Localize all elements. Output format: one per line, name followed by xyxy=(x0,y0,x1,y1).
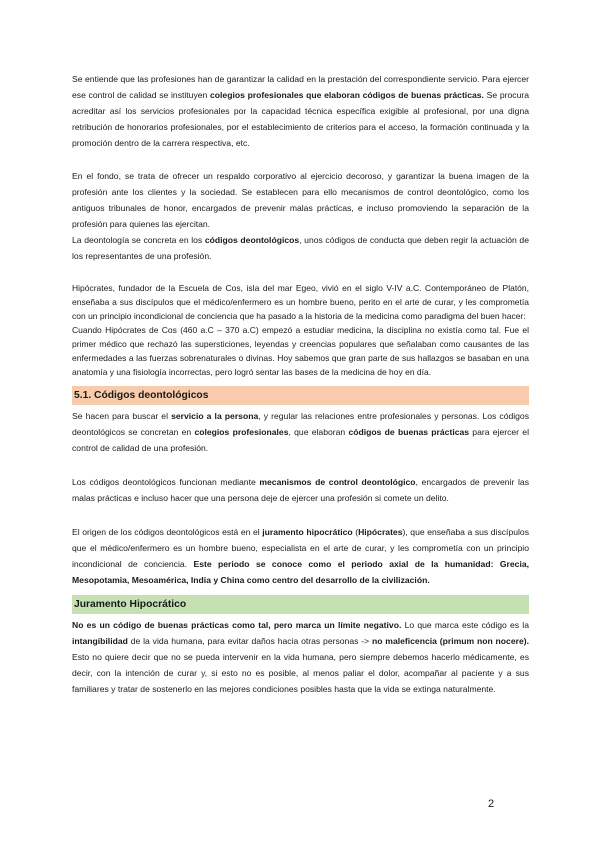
bold-text: No es un código de buenas prácticas como tal, pero marca un límite negativo. xyxy=(72,620,402,630)
bold-text: códigos de buenas prácticas xyxy=(348,427,470,437)
text-run: El origen de los códigos deontológicos está en el xyxy=(72,527,263,537)
bold-text: códigos deontológicos xyxy=(204,235,300,245)
text-run: para ejercer el control de calidad de una profesión. xyxy=(72,427,529,453)
text-run: , unos códigos de conducta que deben regir la actuación de los representantes de una profesión. xyxy=(72,235,529,261)
paragraph-hipocrates xyxy=(72,281,529,323)
paragraph-hipocrates-cos xyxy=(72,323,529,379)
text-run: La deontología se concreta en los xyxy=(72,235,205,245)
bold-text: no maleficencia (primum non nocere). xyxy=(371,636,529,646)
bold-text: servicio a la persona xyxy=(171,411,259,421)
text-run: En el fondo, se trata de ofrecer un respaldo corporativo al ejercicio decoroso, y garantizar la buena imagen de la profesión ante los clientes y la sociedad. Se establecen para ello mecanismos de control deontológico, como los antiguos tribunales de honor, encargados de prevenir malas prácticas, e incluso promoviendo la separación de la profesión para quienes las ejercitan. xyxy=(72,171,529,229)
paragraph-servicio xyxy=(72,408,529,456)
bold-text: colegios profesionales xyxy=(194,427,289,437)
text-run: , y regular las relaciones entre profesionales y personas. Los códigos deontológicos se concretan en xyxy=(72,411,530,437)
paragraph-deontologia xyxy=(72,232,529,264)
text-run: Se entiende que las profesiones han de garantizar la calidad en la prestación del correspondiente servicio. Para ejercer ese control de calidad se instituyen xyxy=(72,74,529,100)
bold-text: Este periodo se conoce como el periodo axial de la humanidad: Grecia, Mesopotamia, Mesoamérica, India y China como centro del desarrollo de la civilización. xyxy=(72,559,529,585)
page-number: 2 xyxy=(488,798,495,810)
text-run: Lo que marca este código es la xyxy=(401,620,529,630)
text-run: ), que enseñaba a sus discípulos que el médico/enfermero es un hombre bueno, especialista en el arte de curar, y les comprometía con un principio incondicional de conciencia. xyxy=(72,527,529,569)
text-run: Cuando Hipócrates de Cos (460 a.C – 370 a.C) empezó a estudiar medicina, la disciplina no existía como tal. Fue el primer médico que rechazó las supersticiones, leyendas y creencias populares que señalaban como causantes de las enfermedades a las fuerzas sobrenaturales o divinas. Hoy sabemos que gran parte de sus hallazgos se basaban en una anatomía y una fisiología incorrectas, pero logró sentar las bases de la medicina de hoy en día. xyxy=(72,325,529,377)
document-body xyxy=(72,71,529,697)
text-run: , que elaboran xyxy=(288,427,349,437)
bold-text: mecanismos de control deontológico xyxy=(259,477,416,487)
section-heading-codigos: 5.1. Códigos deontológicos xyxy=(72,386,529,405)
text-run: Esto no quiere decir que no se pueda intervenir en la vida humana, pero siempre debemos hacerlo médicamente, es decir, con la intención de curar y, si esto no es posible, al menos paliar el dolor, acompañar al paciente y a sus familiares y tratar de sostenerlo en las mejores condiciones posibles hasta que la vida se extinga naturalmente. xyxy=(72,652,529,694)
paragraph-calidad xyxy=(72,71,529,151)
section-heading-juramento: Juramento Hipocrático xyxy=(72,595,529,614)
text-run: Los códigos deontológicos funcionan mediante xyxy=(72,477,260,487)
paragraph-juramento xyxy=(72,617,529,697)
text-run: Se hacen para buscar el xyxy=(72,411,172,421)
bold-text: intangibilidad xyxy=(72,636,128,646)
paragraph-mecanismos xyxy=(72,474,529,506)
paragraph-respaldo xyxy=(72,168,529,232)
paragraph-origen xyxy=(72,524,529,588)
text-run: Se procura acreditar así los servicios profesionales por la capacidad técnica específica exigible al profesional, por una digna retribución de honorarios profesionales, por el establecimiento de criterios para el acceso, la formación continuada y la promoción dentro de la carrera respectiva, etc. xyxy=(72,90,529,148)
bold-text: juramento hipocrático xyxy=(262,527,353,537)
text-run: , encargados de prevenir las malas prácticas e incluso hacer que una persona deje de ejercer una profesión si comete un delito. xyxy=(72,477,529,503)
text-run: Hipócrates, fundador de la Escuela de Cos, isla del mar Egeo, vivió en el siglo V-IV a.C. Contemporáneo de Platón, enseñaba a sus discípulos que el médico/enfermero es un hombre bueno, perito en el arte de curar, y les comprometía con un principio incondicional de conciencia que ha pasado a la historia de la medicina como paradigma del buen hacer: xyxy=(72,283,529,321)
bold-text: colegios profesionales que elaboran códigos de buenas prácticas. xyxy=(210,90,484,100)
text-run: ( xyxy=(352,527,359,537)
text-run: de la vida humana, para evitar daños hacia otras personas -> xyxy=(127,636,372,646)
bold-text: Hipócrates xyxy=(358,527,403,537)
